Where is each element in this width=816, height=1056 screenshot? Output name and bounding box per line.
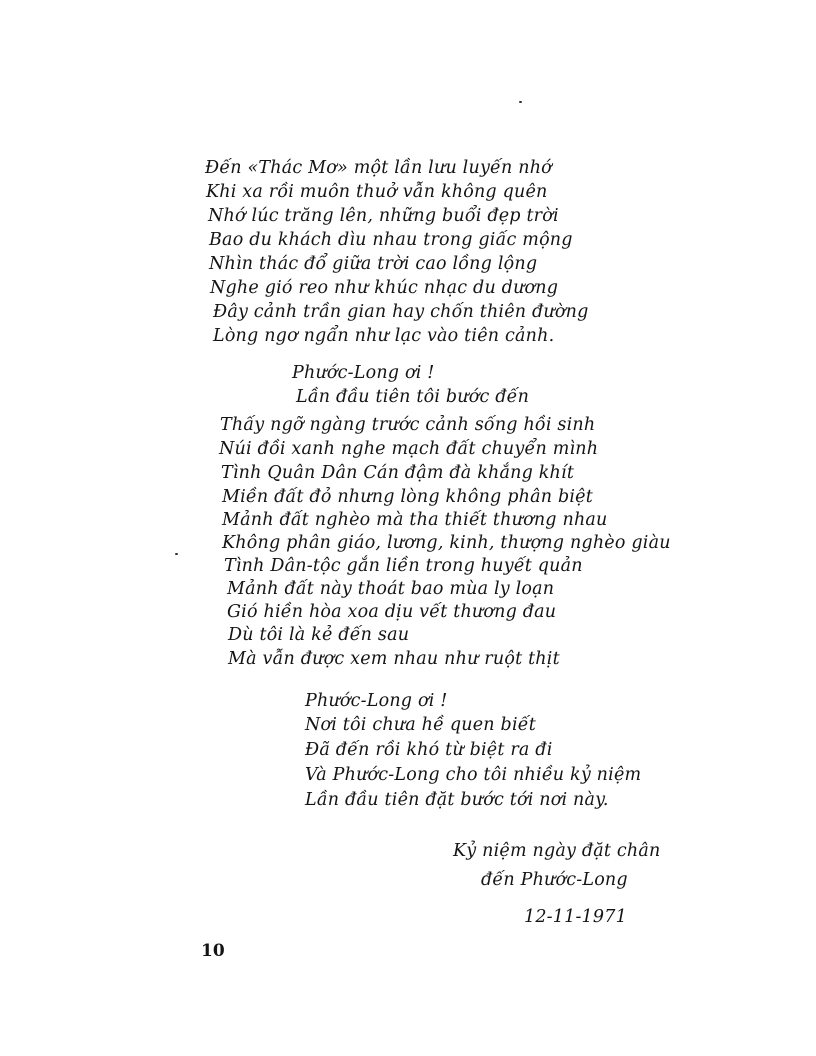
stanza-heading: Lần đầu tiên tôi bước đến (296, 387, 530, 407)
verse-line: Bao du khách dìu nhau trong giấc mộng (209, 230, 573, 250)
page-number: 10 (201, 941, 225, 961)
ink-speck (519, 101, 522, 103)
ink-speck (175, 553, 178, 555)
verse-line: Tình Dân-tộc gắn liền trong huyết quản (224, 556, 583, 576)
verse-line: Dù tôi là kẻ đến sau (228, 625, 410, 645)
verse-line: Mảnh đất nghèo mà tha thiết thương nhau (222, 510, 608, 530)
verse-line: Và Phước-Long cho tôi nhiều kỷ niệm (305, 765, 642, 785)
verse-line: Nơi tôi chưa hề quen biết (305, 715, 536, 735)
verse-line: Đến «Thác Mơ» một lần lưu luyến nhớ (205, 158, 552, 178)
verse-line: Nhớ lúc trăng lên, những buổi đẹp trời (208, 206, 559, 226)
verse-line: Thấy ngỡ ngàng trước cảnh sống hồi sinh (220, 415, 596, 435)
verse-line: Khi xa rồi muôn thuở vẫn không quên (206, 182, 548, 202)
verse-line: Nhìn thác đổ giữa trời cao lồng lộng (209, 254, 538, 274)
verse-line: Gió hiền hòa xoa dịu vết thương đau (227, 602, 557, 622)
verse-line: Nghe gió reo như khúc nhạc du dương (210, 278, 559, 298)
verse-line: Đây cảnh trần gian hay chốn thiên đường (213, 302, 589, 322)
verse-line: Đã đến rồi khó từ biệt ra đi (305, 740, 553, 760)
verse-line: Mảnh đất này thoát bao mùa ly loạn (227, 579, 555, 599)
verse-line: Núi đồi xanh nghe mạch đất chuyển mình (219, 439, 599, 459)
verse-line: Tình Quân Dân Cán đậm đà khắng khít (221, 463, 575, 483)
stanza-heading: Phước-Long ơi ! (292, 363, 435, 383)
dedication-line: đến Phước-Long (481, 870, 628, 890)
verse-line: Mà vẫn được xem nhau như ruột thịt (228, 649, 560, 669)
verse-line: Phước-Long ơi ! (305, 691, 448, 711)
date-line: 12-11-1971 (524, 907, 627, 927)
dedication-line: Kỷ niệm ngày đặt chân (453, 841, 661, 861)
verse-line: Miền đất đỏ nhưng lòng không phân biệt (222, 487, 593, 507)
verse-line: Lần đầu tiên đặt bước tới nơi này. (305, 790, 609, 810)
verse-line: Lòng ngơ ngẩn như lạc vào tiên cảnh. (213, 326, 555, 346)
verse-line: Không phân giáo, lương, kinh, thượng nghèo giàu (222, 533, 671, 553)
